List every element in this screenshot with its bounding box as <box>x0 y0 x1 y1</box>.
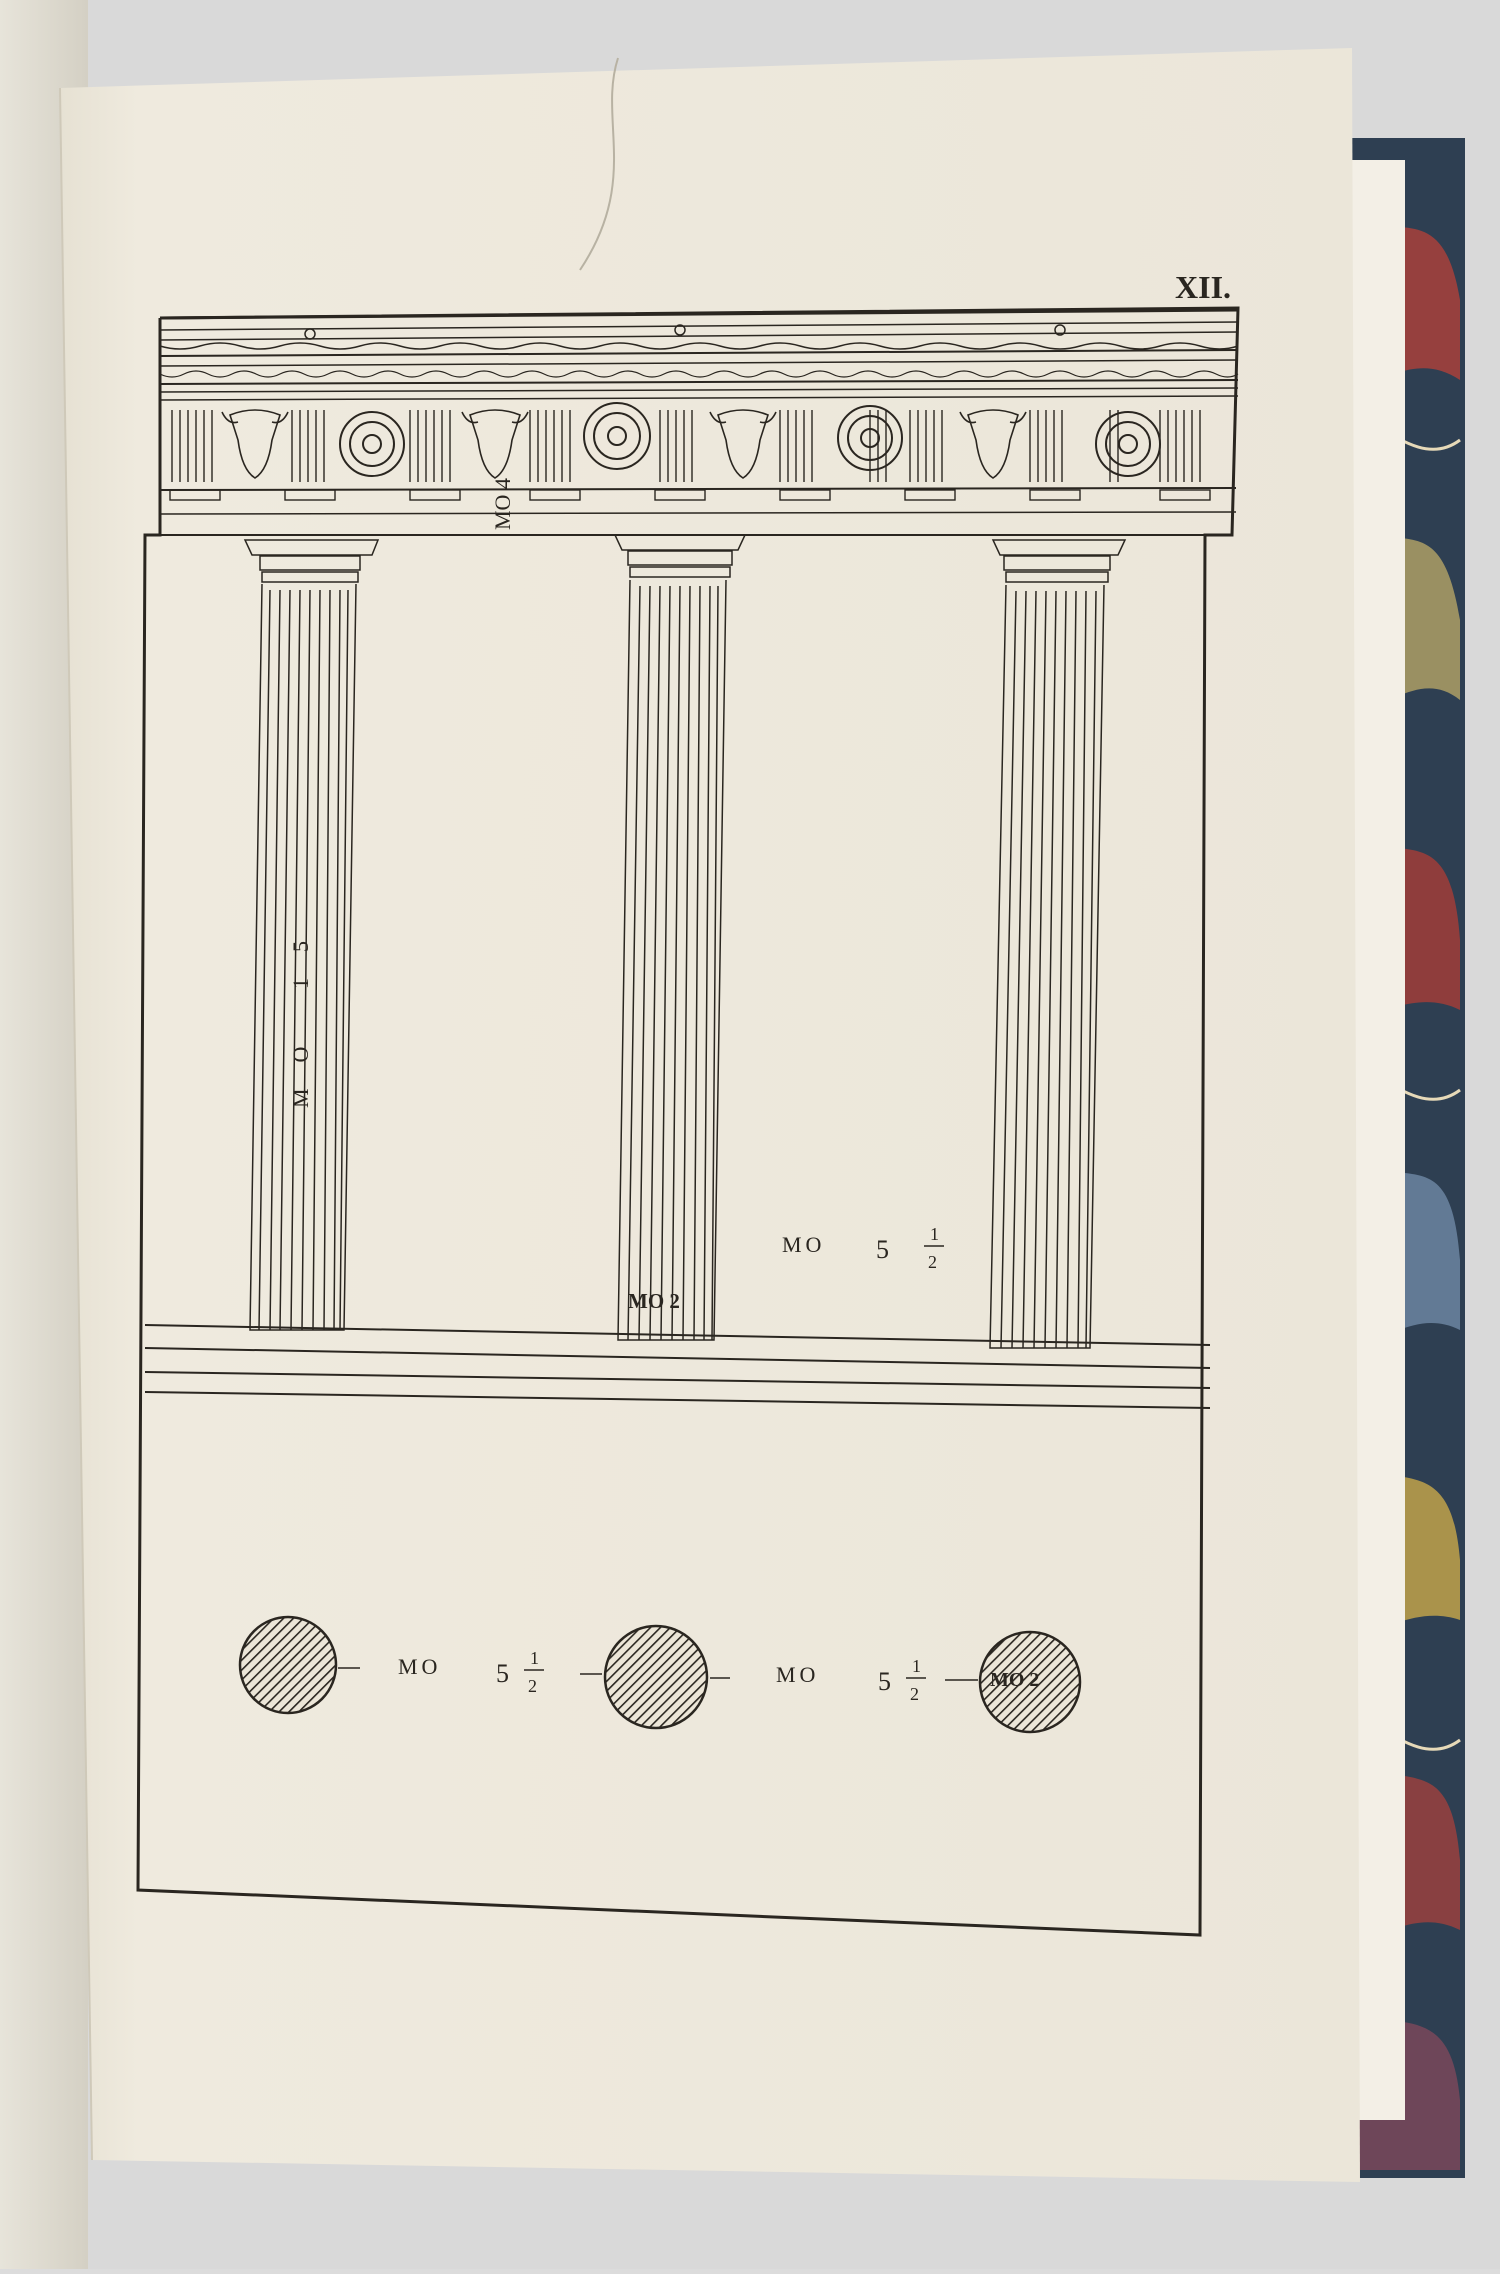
label-plan-whole-2: 5 <box>878 1667 891 1696</box>
label-plan-diameter: MO 2 <box>990 1669 1040 1691</box>
plan-circle-2 <box>605 1626 707 1728</box>
label-column-diameter: MO 2 <box>628 1289 680 1313</box>
label-plan-mo-2: MO <box>776 1662 820 1687</box>
plan-circle-1 <box>240 1617 336 1713</box>
label-column-height: MO 15 <box>288 915 313 1108</box>
label-plan-den-2: 2 <box>910 1684 919 1704</box>
label-plan-den-1: 2 <box>528 1676 537 1696</box>
plate-number: XII. <box>1175 269 1232 305</box>
label-plan-whole-1: 5 <box>496 1659 509 1688</box>
label-plan-num-1: 1 <box>530 1648 539 1668</box>
label-plan-num-2: 1 <box>912 1656 921 1676</box>
label-frac-den: 2 <box>928 1252 937 1272</box>
label-intercolumn-whole: 5 <box>876 1235 889 1264</box>
label-entablature-height: MO 4 <box>490 478 515 530</box>
label-plan-mo-1: MO <box>398 1654 442 1679</box>
main-page <box>60 48 1360 2182</box>
label-frac-num: 1 <box>930 1224 939 1244</box>
label-intercolumn-mo: MO <box>782 1232 826 1257</box>
